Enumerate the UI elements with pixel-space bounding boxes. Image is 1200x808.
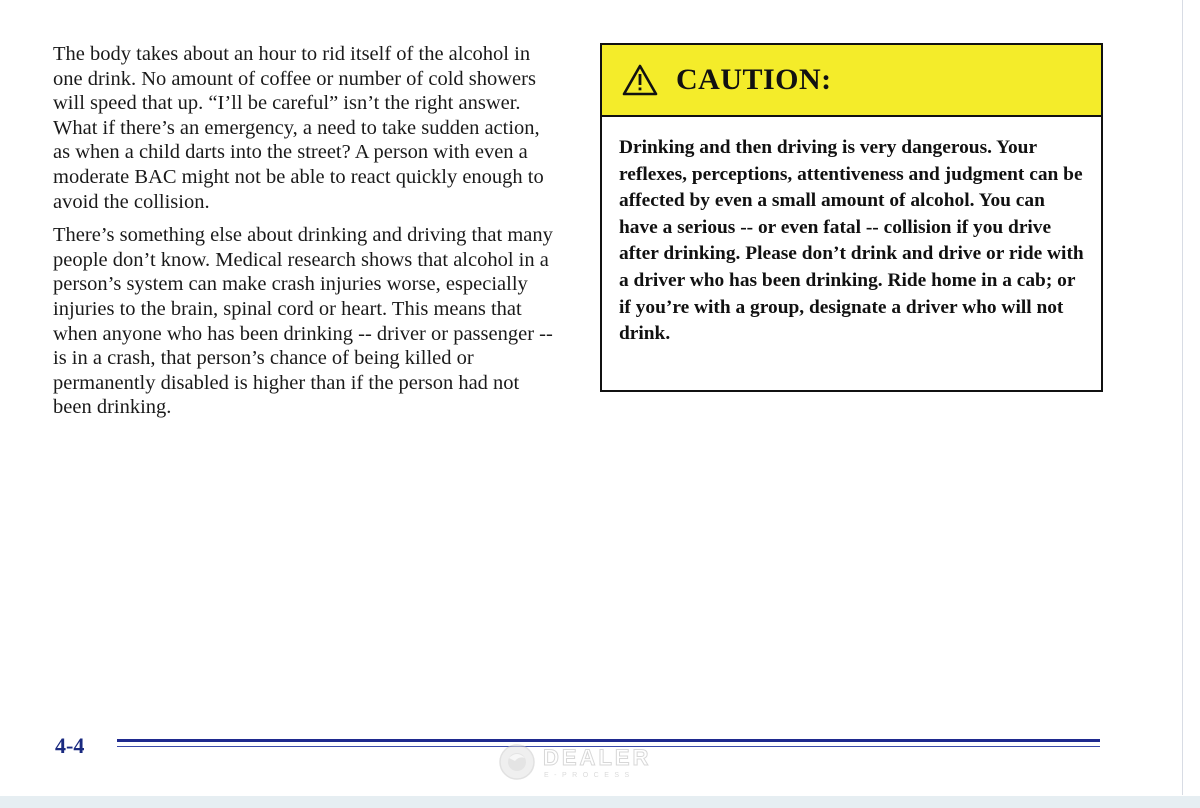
page-bottom-band: [0, 796, 1200, 808]
caution-title: CAUTION:: [676, 63, 832, 96]
caution-body: Drinking and then driving is very dangerous. Your reflexes, perceptions, attentiveness and judgment can be affected by even a small amount of alcohol. You can have a serious -- or even fatal -- collision if you drive after drinking. Please don’t drink and drive or ride with a driver who has been drinking. Ride home in a cab; or if you’re with a group, designate a driver who will not drink.: [619, 137, 1084, 345]
warning-triangle-icon: [622, 64, 658, 96]
caution-box: [600, 43, 1103, 392]
dealer-logo-icon: [497, 741, 697, 783]
paragraph-crash-injuries: There’s something else about drinking and driving that many people don’t know. Medical research shows that alcohol in a person’s system can make crash injuries worse, especially injuries to the brain, spinal cord or heart. This means that when anyone who has been drinking -- driver or passenger -- is in a crash, that person’s chance of being killed or permanently disabled is higher than if the person had not been drinking.: [53, 224, 553, 419]
caution-header: [602, 45, 1101, 117]
left-text-column: [53, 42, 559, 429]
page-number: 4-4: [55, 733, 85, 758]
watermark-subtext: E-PROCESS: [544, 772, 635, 779]
paragraph-alcohol-elimination: The body takes about an hour to rid itself of the alcohol in one drink. No amount of coffee or number of cold showers will speed that up. “I’ll be careful” isn’t the right answer. What if there’s an emergency, a need to take sudden action, as when a child darts into the street? A person with even a moderate BAC might not be able to react quickly enough to avoid the collision.: [53, 43, 544, 213]
page-edge: [1182, 0, 1183, 795]
watermark-text: DEALER: [543, 745, 652, 770]
